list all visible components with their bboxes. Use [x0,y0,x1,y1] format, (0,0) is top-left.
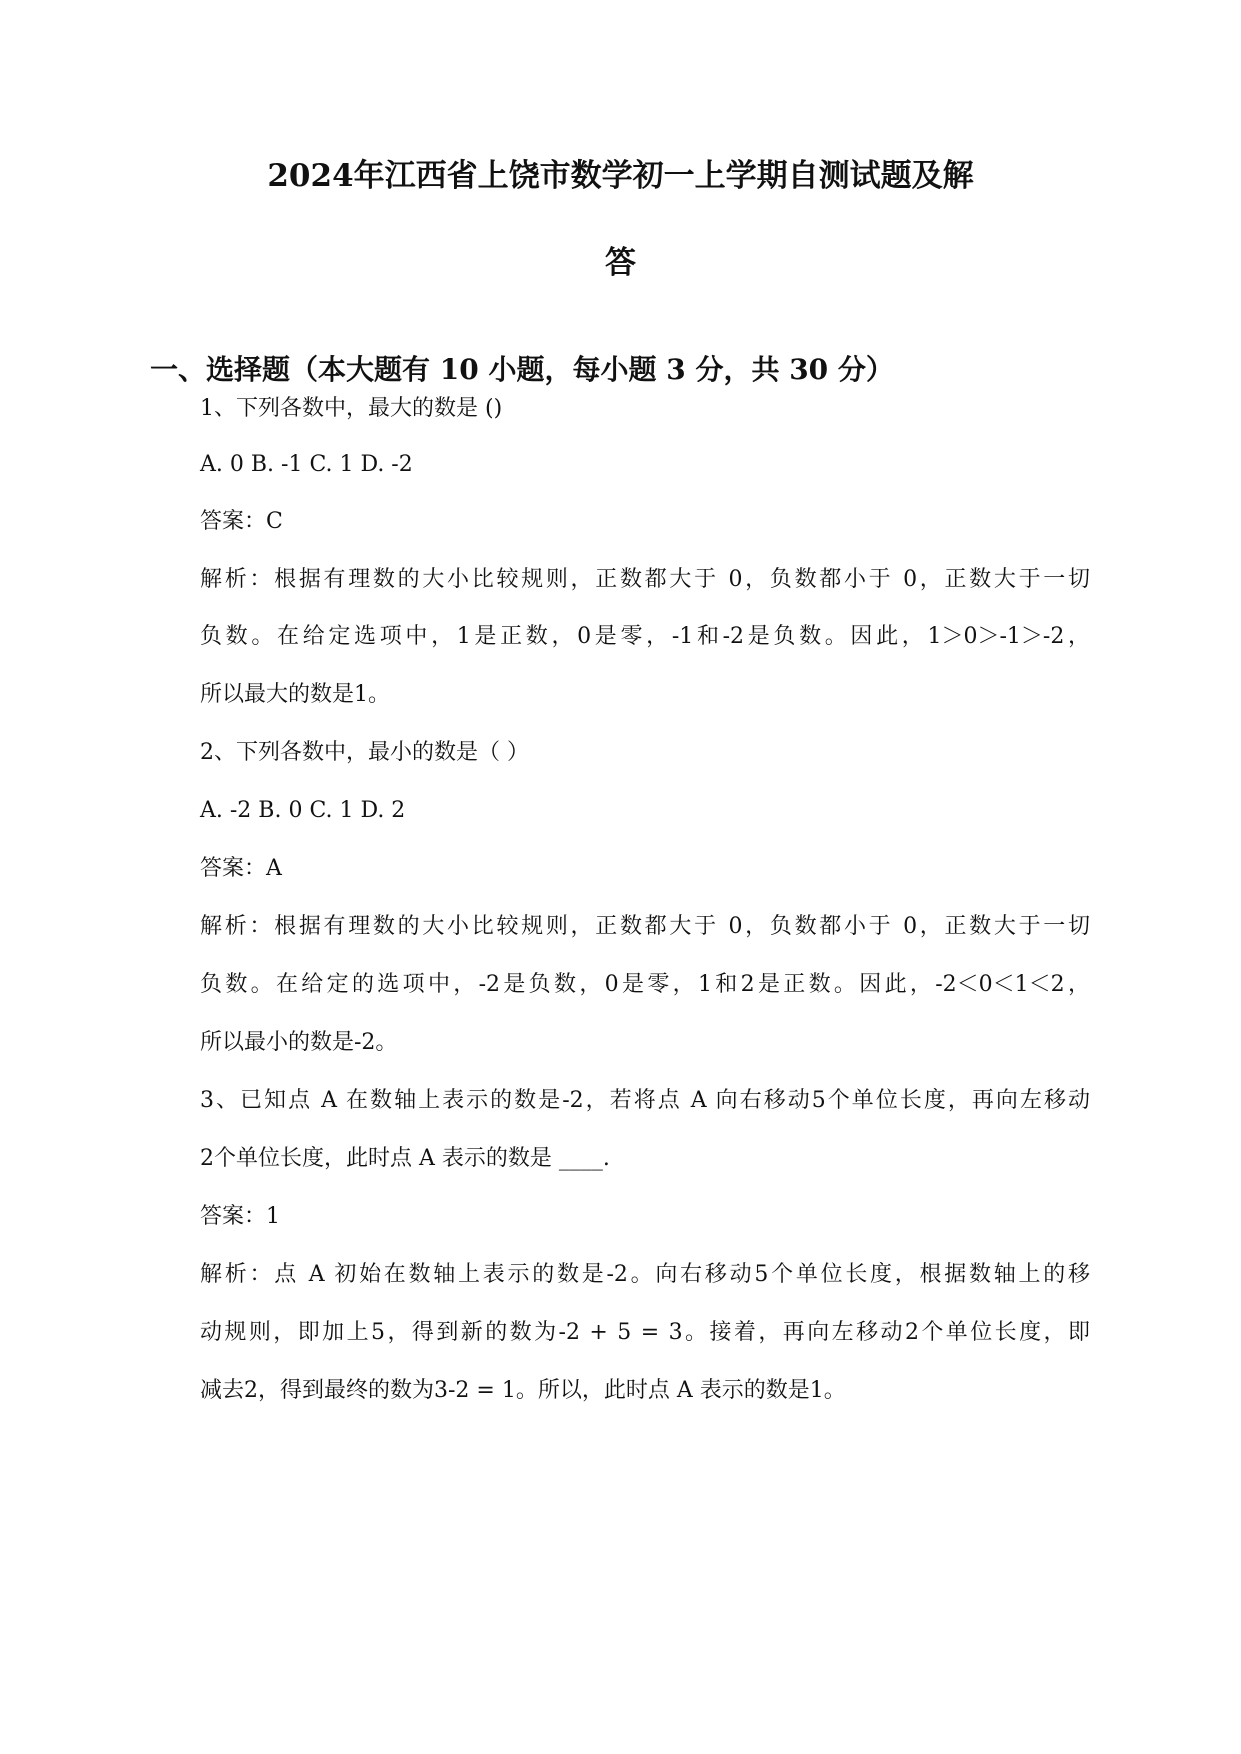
question-1-options: A. 0 B. -1 C. 1 D. -2 [200,452,413,477]
question-3-explanation-line-3: 减去2，得到最终的数为3-2 = 1。所以，此时点 A 表示的数是1。 [200,1378,846,1403]
question-3-answer: 答案：1 [200,1204,280,1229]
question-2-stem: 2、下列各数中，最小的数是（ ） [200,740,529,765]
document-title-line-1: 2024年江西省上饶市数学初一上学期自测试题及解 [267,158,974,194]
question-1-explanation-line-3: 所以最大的数是1。 [200,682,390,707]
document-title-line-2: 答 [605,245,636,281]
question-2-options: A. -2 B. 0 C. 1 D. 2 [200,798,406,823]
question-3-explanation-line-2: 动规则，即加上5，得到新的数为-2 + 5 = 3。接着，再向左移动2个单位长度，即 [200,1320,1090,1345]
question-1-explanation-line-1: 解析：根据有理数的大小比较规则，正数都大于 0，负数都小于 0，正数大于一切 [200,567,1090,592]
question-3-explanation-line-1: 解析：点 A 初始在数轴上表示的数是-2。向右移动5个单位长度，根据数轴上的移 [200,1262,1090,1287]
question-1-answer: 答案：C [200,509,283,534]
question-1-stem: 1、下列各数中，最大的数是 () [200,396,503,421]
question-1-explanation-line-2: 负数。在给定选项中，1是正数，0是零，-1和-2是负数。因此，1＞0＞-1＞-2， [200,624,1090,649]
question-3-stem-line-1: 3、已知点 A 在数轴上表示的数是-2，若将点 A 向右移动5个单位长度，再向左移动 [200,1088,1090,1113]
question-2-explanation-line-2: 负数。在给定的选项中，-2是负数，0是零，1和2是正数。因此，-2＜0＜1＜2， [200,972,1090,997]
question-2-explanation-line-3: 所以最小的数是-2。 [200,1030,398,1055]
question-2-answer: 答案：A [200,856,282,881]
section-heading: 一、选择题（本大题有 10 小题，每小题 3 分，共 30 分） [150,353,894,386]
question-2-explanation-line-1: 解析：根据有理数的大小比较规则，正数都大于 0，负数都小于 0，正数大于一切 [200,914,1090,939]
question-3-stem-line-2: 2个单位长度，此时点 A 表示的数是 ____. [200,1146,610,1171]
